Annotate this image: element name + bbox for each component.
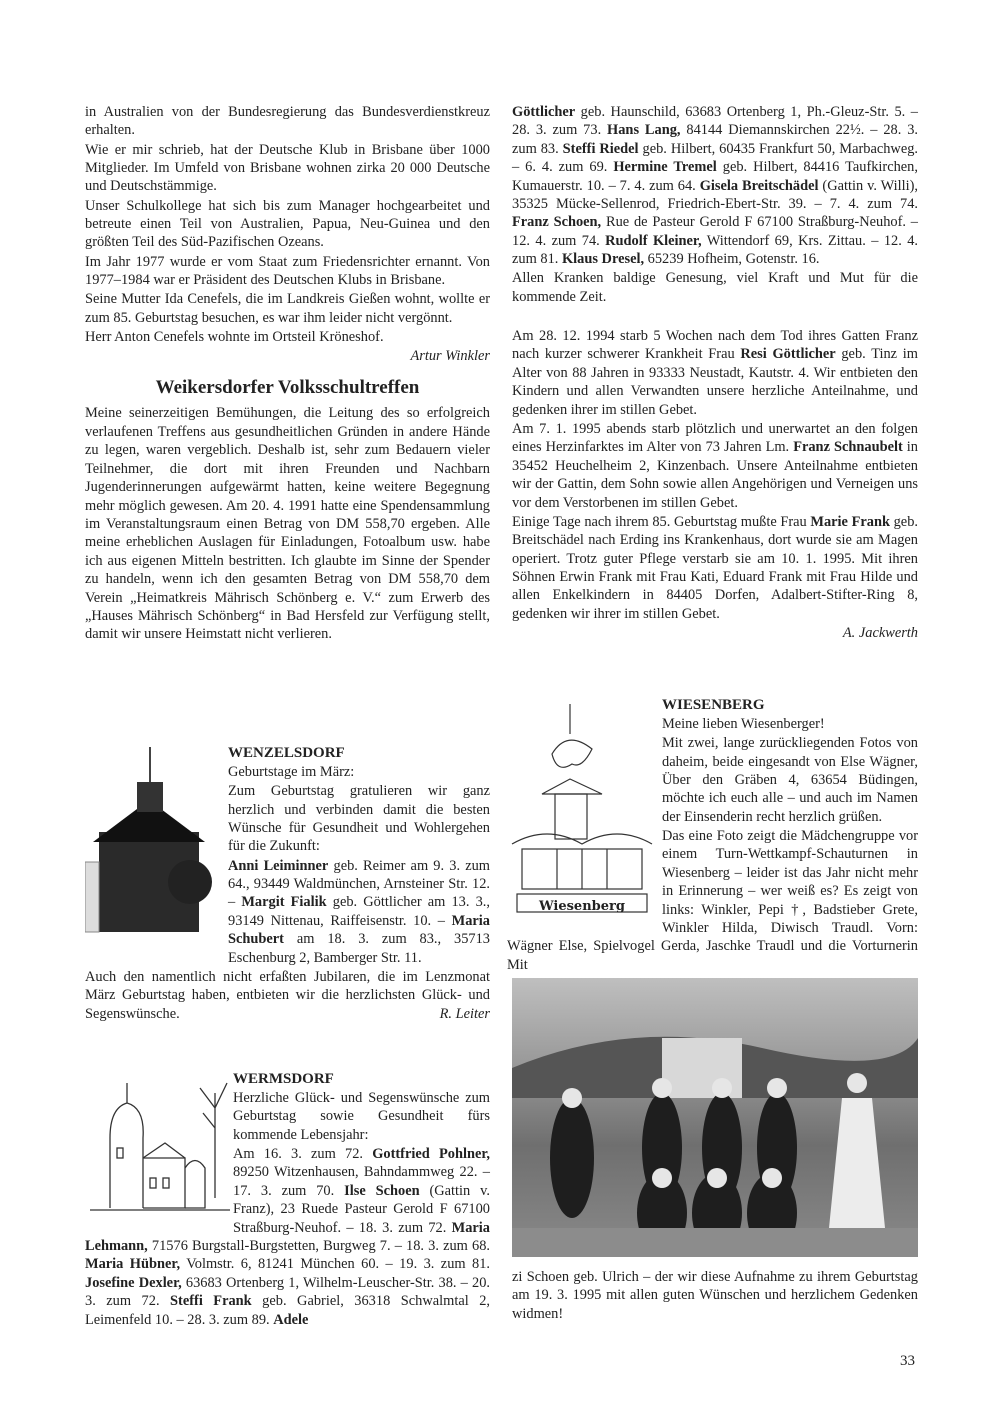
text-run: Volmstr. 6, 81241 München 60. – 19. 3. zum 81. bbox=[180, 1256, 490, 1273]
weikersdorf-text bbox=[85, 404, 490, 643]
text-run: geb. Hilbert, 60435 Frankfurt 50, Marbachweg. – 6. 4. zum 69. bbox=[512, 140, 919, 176]
text-run: Meine lieben Wiesenberger! bbox=[662, 716, 825, 732]
church-drawing bbox=[85, 1068, 233, 1236]
person-name: Rudolf Kleiner, bbox=[605, 232, 702, 249]
section-title: WENZELSDORF bbox=[228, 745, 345, 761]
person-name: Ilse Schoen bbox=[344, 1182, 420, 1199]
paragraph bbox=[85, 103, 490, 140]
person-name: Marie Frank bbox=[810, 513, 890, 530]
signature: Artur Winkler bbox=[410, 348, 490, 365]
text-run: in Australien von der Bundesregierung das Bundesverdienstkreuz erhalten. bbox=[85, 104, 490, 139]
text-run: Seine Mutter Ida Cenefels, die im Landkreis Gießen wohnt, wollte er zum 85. Geburtstag besuchen, es war ihm leider nicht vergönnt. bbox=[85, 291, 490, 326]
paragraph bbox=[85, 253, 490, 290]
text-run: 71576 Burgstall-Burgstetten, Burgweg 7. – 18. 3. zum 68. bbox=[147, 1238, 490, 1255]
text-run: Allen Kranken baldige Genesung, viel Kraft und Mut für die kommende Zeit. bbox=[512, 270, 918, 305]
section-title: WERMSDORF bbox=[233, 1071, 334, 1087]
text-run: (Gattin v. Willi), 35325 Mücke-Sellenrod, Friedrich-Ebert-Str. 39. – 7. 4. zum 74. bbox=[512, 177, 918, 213]
text-run: Unser Schulkollege hat sich bis zum Manager hochgearbeitet und betreute einen Teil von Australien, Papua, Neu-Guinea und den größten Teil des Süd-Pazifischen Ozeans. bbox=[85, 197, 490, 251]
text-run: Wittendorf 69, Krs. Zittau. – 12. 4. zum 81. bbox=[512, 232, 918, 268]
text-run: Mit zwei, lange zurückliegenden Fotos von daheim, beide eingesandt von Else Wägner, Über den Gräben 4, 63654 Büdingen, möchte ich euch alle – und auch im Namen der Einsenderin recht herzlich grüßen. bbox=[662, 735, 918, 825]
person-name: Steffi Frank bbox=[170, 1293, 252, 1310]
person-name: Resi Göttlicher bbox=[740, 346, 836, 363]
text-run: Auch den namentlich nicht erfaßten Jubilaren, die im Lenzmonat März Geburtstag haben, entbieten wir die herzlichsten Glück- und Segenswünsche. bbox=[85, 968, 490, 1022]
paragraph bbox=[85, 290, 490, 327]
closing-text bbox=[512, 1268, 918, 1323]
text-run: Das eine Foto zeigt die Mädchengruppe vor einem Turn-Wettkampf-Schauturnen in Wiesenberg – leider ist das Jahr nicht mehr in Erinnerung – wer weiß es? Es zeigt von links: Winkler, Pepi †, Badstieber Grete, Winkler Hilda, Diwisch Traudl. Vorn: Wägner Else, Spielvogel Gerda, Jaschke Traudl und die Vorturnerin Mit bbox=[507, 828, 918, 973]
text-run: Herr Anton Cenefels wohnte im Ortsteil Kröneshof. bbox=[85, 328, 384, 345]
page-number: 33 bbox=[900, 1353, 915, 1369]
text-run: Rue de Pasteur Gerold F 67100 Straßburg-Neuhof. – 12. 4. zum 74. bbox=[512, 214, 918, 249]
text-run: Am 7. 1. 1995 abends starb plötzlich und unerwartet an den folgen eines Herzinfarktes im Alter von 73 Jahren Lm. bbox=[512, 420, 918, 456]
person-name: Anni Leiminner bbox=[228, 857, 329, 874]
paragraph bbox=[512, 327, 918, 419]
paragraph bbox=[85, 328, 490, 346]
text-run: geb. Reimer am 9. 3. zum 64., 93449 Waldmünchen, Arnsteiner Str. 12. – bbox=[228, 857, 491, 911]
person-name: Josefine Dexler, bbox=[85, 1274, 182, 1291]
person-name: Göttlicher bbox=[512, 104, 576, 120]
paragraph bbox=[512, 1268, 918, 1323]
article-title: Weikersdorfer Volksschultreffen bbox=[155, 377, 420, 399]
wenzelsdorf-section bbox=[85, 742, 490, 1024]
person-name: Franz Schoen, bbox=[512, 214, 602, 231]
text-run: geb. Gabriel, 36318 Schwalmtal 2, Leimenfeld 10. – 28. 3. zum 89. bbox=[85, 1293, 490, 1328]
paragraph bbox=[85, 404, 490, 643]
person-name: Margit Fialik bbox=[241, 894, 327, 911]
paragraph bbox=[512, 269, 918, 306]
person-name: Adele bbox=[273, 1311, 309, 1328]
text-run: Meine seinerzeitigen Bemühungen, die Leitung des so erfolgreich verlaufenen Treffens aus gesundheitlichen Gründen in andere Hände zu legen, waren vergeblich. Deshalb ist, sehr zum Bedauern vieler Teilnehmer, die dort mit ihren Freunden und Nachbarn Jugenderinnerungen aufgewärmt hatten, keine weitere Begegnung mehr möglich gewesen. Am 20. 4. 1991 hatte eine Spendensammlung im Veranstaltungsraum einen Betrag von DM 558,70 ergeben. Alle meine erheblichen Auslagen für Einladungen, Fotoalbum usw. habe ich aus eigenen Mitteln bestritten. Ich glaubte im Sinne der Spender zu handeln, wenn ich den gesamten Betrag von DM 558,70 dem Verein „Heimatkreis Mährisch Schönberg e. V.“ zum Erwerb des „Hauses Mährisch Schönberg“ in Bad Hersfeld zur Verfügung stellt, damit wir unsere Heimstatt nicht verlieren. bbox=[85, 405, 490, 643]
left-column bbox=[85, 103, 490, 645]
wiesenberg-fountain-drawing bbox=[507, 694, 662, 937]
paragraph bbox=[85, 141, 490, 196]
wiesenberg-section bbox=[507, 694, 918, 975]
text-run: geb. Hilbert, 84416 Taufkirchen, Kumauerstr. 10. – 7. 4. zum 64. bbox=[512, 159, 918, 194]
text-run: zi Schoen geb. Ulrich – der wir diese Aufnahme zu ihrem Geburtstag am 19. 3. 1995 mit allen guten Wünschen und herzlichem Gedenken widmen! bbox=[512, 1269, 918, 1322]
person-name: Gisela Breitschädel bbox=[699, 177, 819, 194]
text-run: 89250 Witzenhausen, Bahndammweg 22. – 17. 3. zum 70. bbox=[233, 1164, 490, 1199]
intro-text bbox=[85, 103, 490, 346]
text-run: in 35452 Heuchelheim 2, Kinzenbach. Unsere Anteilnahme entbieten wir der Gattin, dem Sohn sowie allen Angehörigen und Verneigen uns vor dem Verstorbenen im stillen Gebet. bbox=[512, 439, 918, 511]
paragraph bbox=[512, 513, 918, 623]
text-run: Wie er mir schrieb, hat der Deutsche Klub in Brisbane über 1000 Mitglieder. Im Umfeld von Brisbane wohnen zirka 20 000 Deutsche und Deutschstämmige. bbox=[85, 141, 490, 195]
text-run: geb. Breitschädel nach Erding ins Krankenhaus, dort wurde sie am Magen operiert. Trotz guter Pflege verstarb sie am 10. 1. 1995. Mit ihren Söhnen Erwin Frank mit Frau Kati, Eduard Frank mit Frau Hilde und allen Enkelkindern in 84405 Dorfen, Adalbert-Stifter-Ring 8, gedenken wir ihrer im stillen Gebet. bbox=[512, 513, 918, 622]
wiesenberg-closing bbox=[512, 1268, 918, 1324]
person-name: Maria Schubert bbox=[228, 912, 490, 948]
text-run: geb. Göttlicher am 13. 3., 93149 Nittenau, Raiffeisenstr. 10. – bbox=[228, 894, 491, 929]
person-name: Steffi Riedel bbox=[562, 140, 639, 157]
text-run: Zum Geburtstag gratulieren wir ganz herzlich und verbinden damit die besten Wünsche für Gesundheit und Wohlergehen für die Zukunft: bbox=[228, 783, 490, 855]
church-photo bbox=[85, 742, 228, 960]
signature: R. Leiter bbox=[439, 1006, 490, 1023]
text-run: am 18. 3. zum 83., 35713 Eschenburg 2, Bamberger Str. 11. bbox=[228, 931, 490, 966]
person-name: Maria Hübner, bbox=[85, 1256, 181, 1273]
text-run: Einige Tage nach ihrem 85. Geburtstag mußte Frau bbox=[512, 513, 811, 530]
text-run: 84144 Diemannskirchen 22½. – 28. 3. zum 83. bbox=[512, 122, 918, 157]
person-name: Hans Lang, bbox=[607, 122, 681, 139]
birthday-list bbox=[512, 103, 918, 306]
text-run: Geburtstage im März: bbox=[228, 764, 355, 780]
person-name: Klaus Dresel, bbox=[561, 251, 645, 268]
obituaries bbox=[512, 327, 918, 623]
text-run: 63683 Ortenberg 1, Wilhelm-Leuscher-Str. 38. – 20. 3. zum 72. bbox=[85, 1274, 490, 1310]
group-photo bbox=[512, 978, 918, 1257]
person-name: Hermine Tremel bbox=[613, 159, 717, 176]
signature: A. Jackwerth bbox=[842, 624, 918, 641]
wiesenberg-logo-text: Wiesenberg bbox=[539, 899, 625, 915]
person-name: Maria Lehmann, bbox=[85, 1219, 490, 1255]
paragraph bbox=[512, 103, 918, 269]
text-run: (Gattin v. Franz), 23 Ruede Pasteur Gerold F 67100 Straßburg-Neuhof. – 18. 3. zum 72. bbox=[233, 1182, 490, 1236]
paragraph bbox=[512, 420, 918, 512]
text-run: Am 16. 3. zum 72. bbox=[233, 1146, 373, 1163]
paragraph bbox=[85, 197, 490, 252]
text-run: 65239 Hofheim, Gotenstr. 16. bbox=[644, 251, 820, 268]
text-run: Am 28. 12. 1994 starb 5 Wochen nach dem Tod ihres Gatten Franz nach kurzer schwerer Krankheit Frau bbox=[512, 328, 918, 363]
person-name: Franz Schnaubelt bbox=[793, 439, 903, 456]
right-column bbox=[512, 103, 918, 642]
text-run: geb. Tinz im Alter von 88 Jahren in 93333 Neustadt, Kautstr. 4. Wir entbieten den Kindern und allen Verwandten unsere herzliche Anteilnahme, und gedenken ihrer im stillen Gebet. bbox=[512, 346, 918, 418]
text-run: geb. Haunschild, 63683 Ortenberg 1, Ph.-Gleuz-Str. 5. – 28. 3. zum 73. bbox=[512, 104, 918, 139]
section-title: WIESENBERG bbox=[662, 697, 765, 713]
wermsdorf-section bbox=[85, 1068, 490, 1330]
person-name: Gottfried Pohlner, bbox=[372, 1146, 490, 1163]
text-run: Herzliche Glück- und Segenswünsche zum Geburtstag sowie Gesundheit fürs kommende Lebensjahr: bbox=[233, 1090, 490, 1143]
text-run: Im Jahr 1977 wurde er vom Staat zum Friedensrichter ernannt. Von 1977–1984 war er Präsident des Deutschen Klubs in Brisbane. bbox=[85, 253, 490, 289]
